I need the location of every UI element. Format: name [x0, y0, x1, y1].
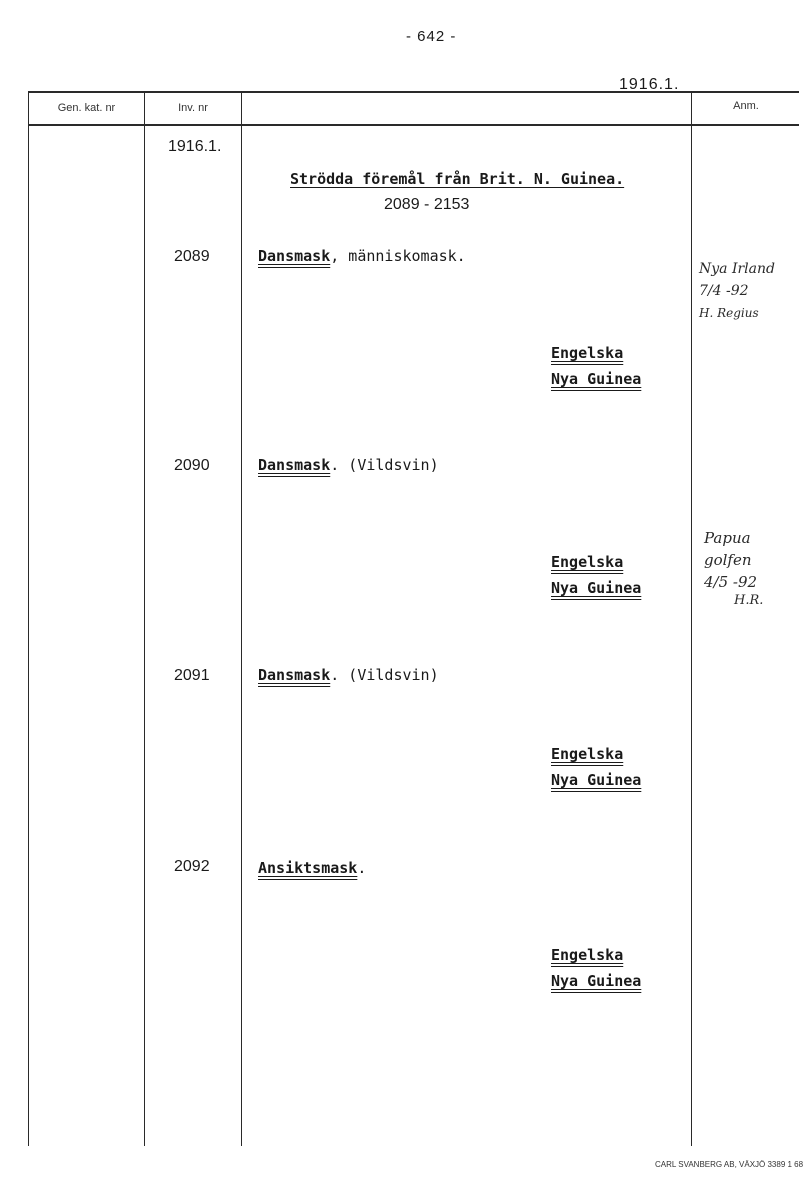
- origin-line-1: Engelska: [551, 553, 624, 571]
- inv-number: 2091: [174, 667, 210, 684]
- item-name: Ansiktsmask: [258, 859, 358, 877]
- note-line: Nya Irland: [699, 261, 775, 277]
- note-line: 7/4 -92: [699, 283, 749, 299]
- origin-line-1: Engelska: [551, 946, 624, 964]
- note-line: Papua: [704, 529, 751, 547]
- item-description: [258, 247, 466, 265]
- item-name: Dansmask: [258, 666, 331, 684]
- note-line: H.R.: [734, 593, 764, 608]
- column-divider-2: [144, 91, 145, 1146]
- item-detail: .: [357, 859, 367, 877]
- inv-number: 2089: [174, 248, 210, 265]
- accession-number-top: 1916.1.: [619, 76, 680, 93]
- item-detail: , människomask.: [330, 247, 466, 265]
- column-divider-1: [28, 91, 29, 1146]
- note-line: H. Regius: [699, 306, 759, 320]
- item-name: Dansmask: [258, 247, 331, 265]
- item-description: [258, 456, 439, 474]
- header-anm: Anm.: [733, 100, 759, 112]
- origin-line-2: Nya Guinea: [551, 771, 642, 789]
- item-name: Dansmask: [258, 456, 331, 474]
- section-title: Strödda föremål från Brit. N. Guinea.: [290, 170, 625, 188]
- origin-line-1: Engelska: [551, 745, 624, 763]
- column-divider-4: [691, 91, 692, 1146]
- section-range: 2089 - 2153: [384, 196, 470, 213]
- header-gen-kat-nr: Gen. kat. nr: [57, 102, 116, 114]
- handwritten-note-2: [704, 527, 763, 609]
- origin-line-2: Nya Guinea: [551, 370, 642, 388]
- note-line: golfen: [704, 551, 752, 569]
- page-number: - 642 -: [406, 28, 457, 45]
- item-description: [258, 859, 366, 877]
- printer-imprint: CARL SVANBERG AB, VÄXJÖ 3389 1 68: [655, 1160, 804, 1169]
- section-accession: 1916.1.: [168, 138, 222, 155]
- origin-line-2: Nya Guinea: [551, 579, 642, 597]
- item-detail: . (Vildsvin): [330, 456, 439, 474]
- origin-line-1: Engelska: [551, 344, 624, 362]
- note-line: 4/5 -92: [704, 573, 758, 591]
- origin-line-2: Nya Guinea: [551, 972, 642, 990]
- handwritten-note-1: [699, 258, 775, 324]
- column-divider-3: [241, 91, 242, 1146]
- header-inv-nr: Inv. nr: [178, 102, 208, 114]
- inv-number: 2092: [174, 858, 210, 875]
- inv-number: 2090: [174, 457, 210, 474]
- item-description: [258, 666, 439, 684]
- item-detail: . (Vildsvin): [330, 666, 439, 684]
